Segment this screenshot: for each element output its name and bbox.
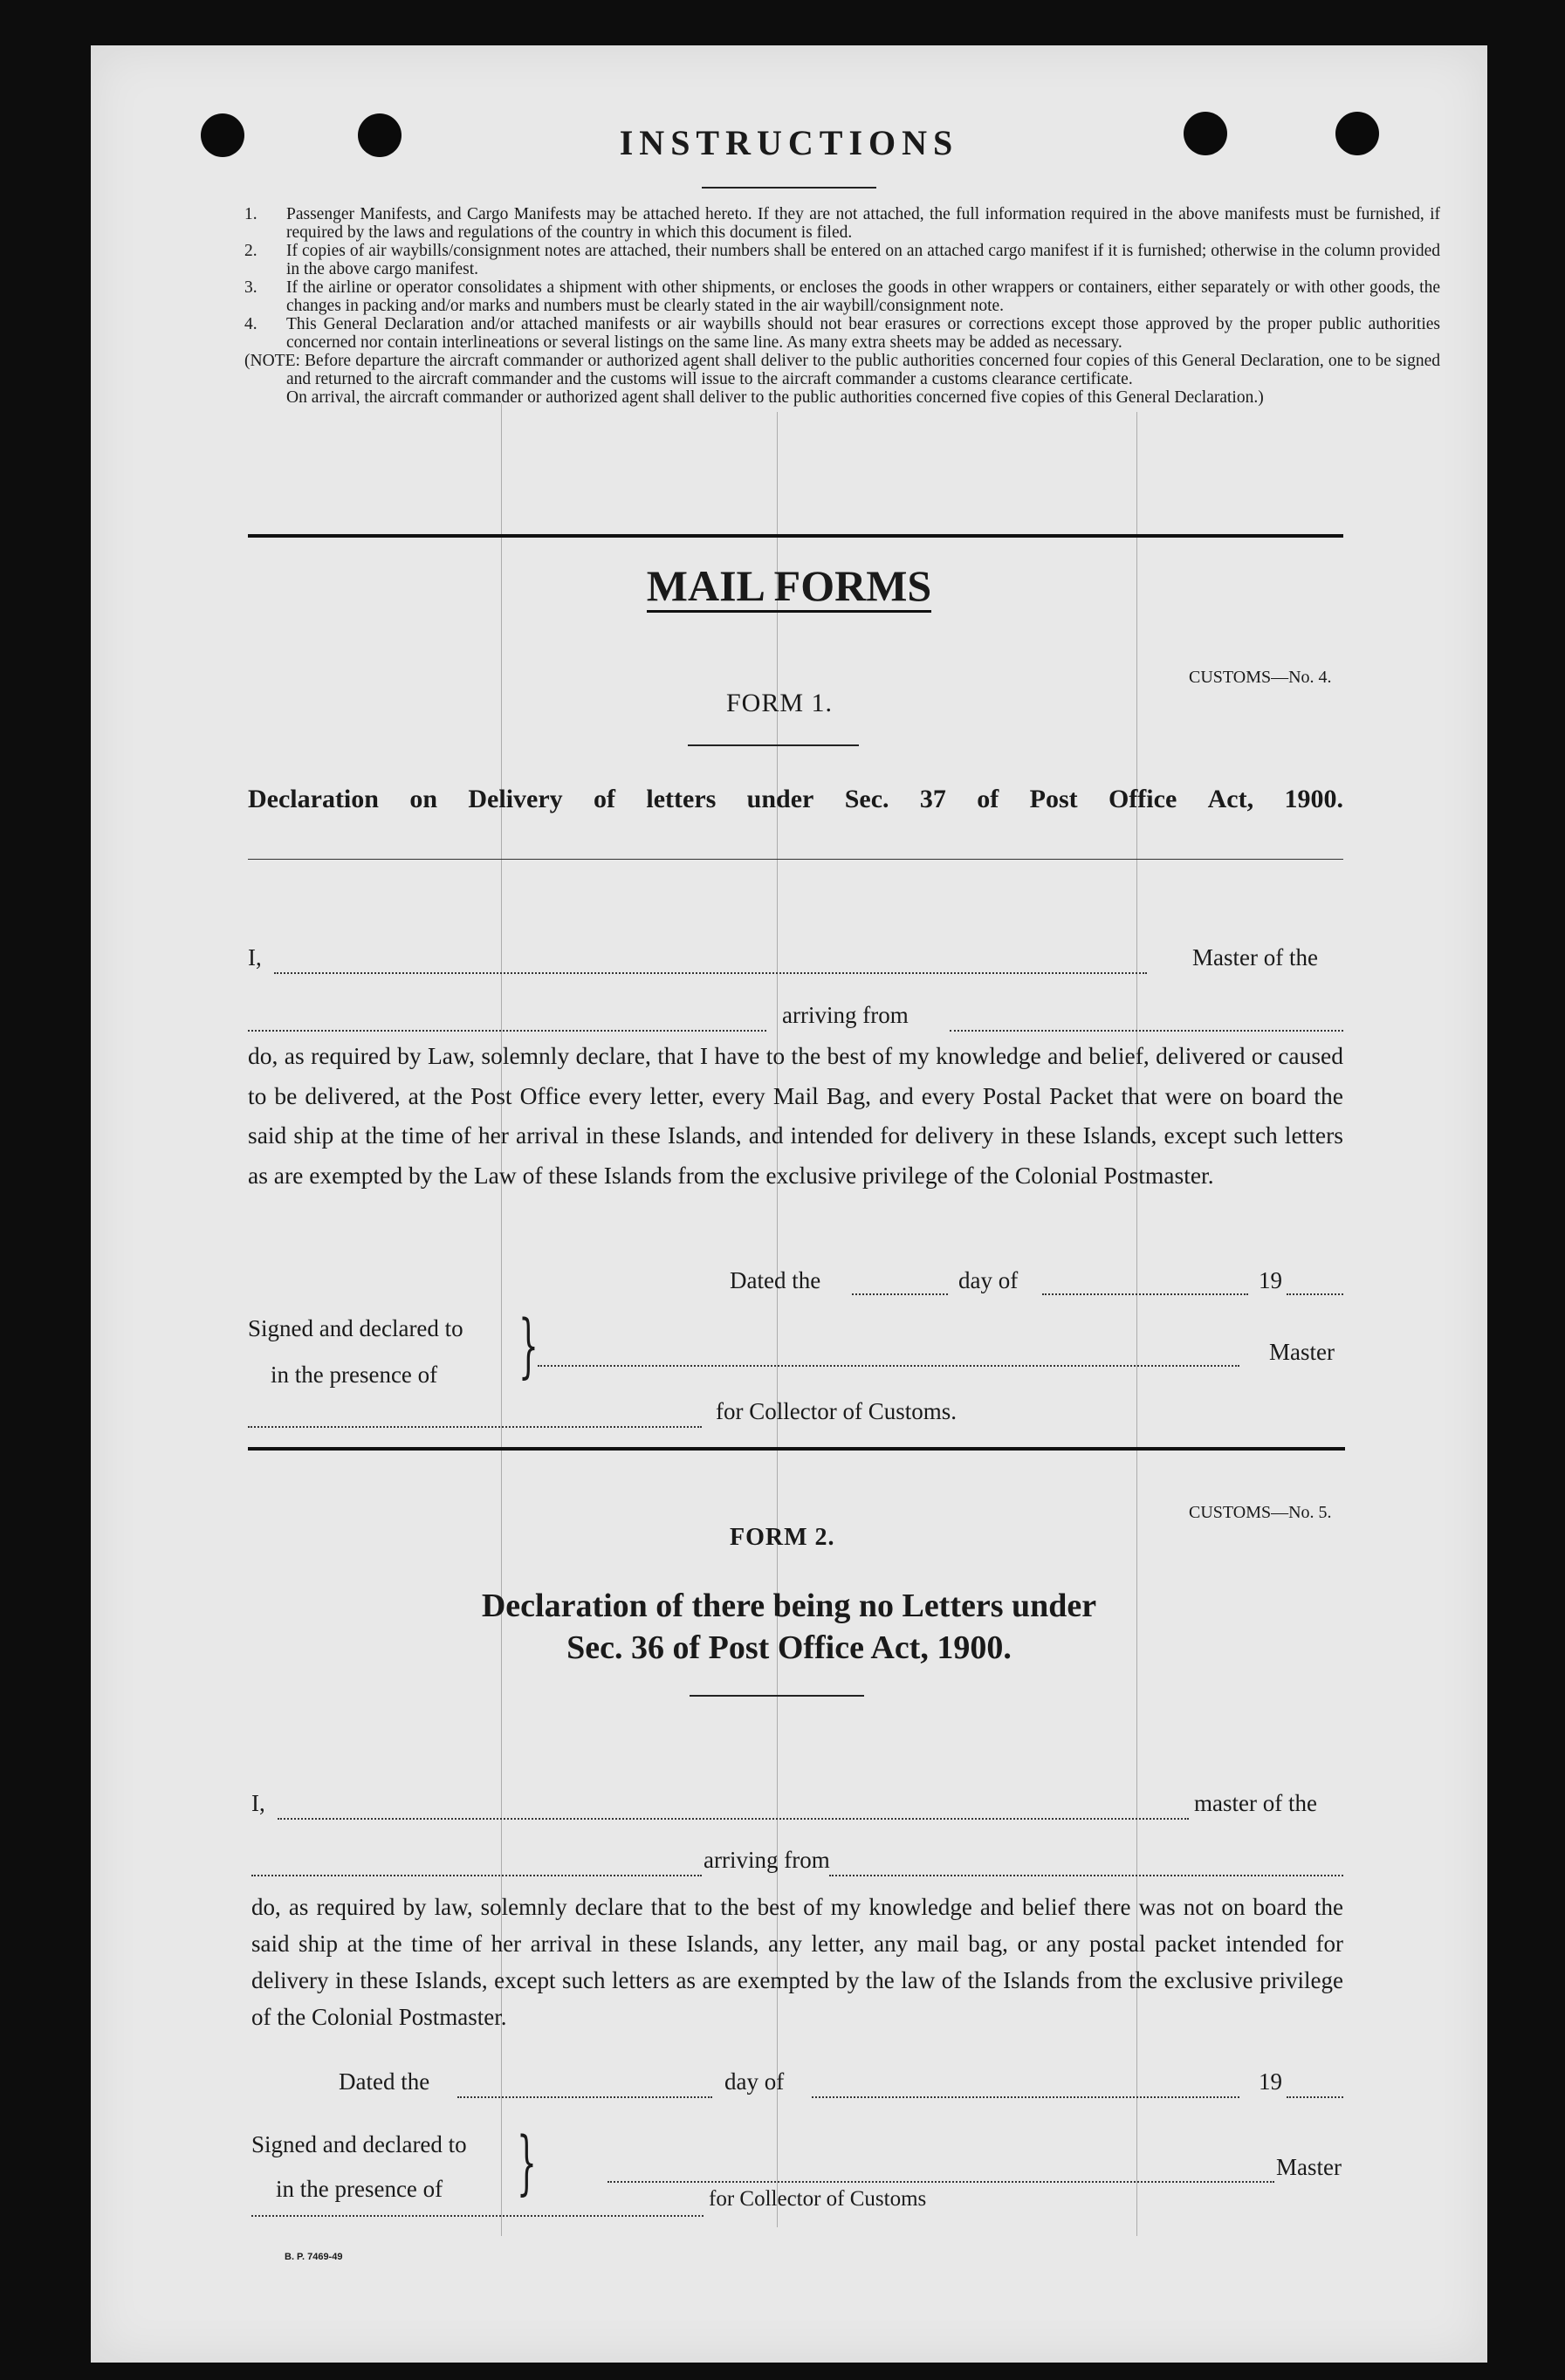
form1-label: FORM 1. bbox=[726, 689, 834, 717]
instruction-item bbox=[244, 242, 1440, 278]
form2-title-rule bbox=[690, 1695, 864, 1697]
mail-forms-title-text: MAIL FORMS bbox=[647, 561, 931, 613]
instructions-title: INSTRUCTIONS bbox=[619, 123, 959, 162]
form1-year-prefix: 19 bbox=[1259, 1267, 1282, 1293]
form-divider bbox=[248, 1447, 1345, 1451]
form1-i-label: I, bbox=[248, 944, 262, 971]
form1-title-word: Delivery bbox=[468, 785, 563, 813]
form2-collector-label: for Collector of Customs bbox=[709, 2187, 927, 2211]
form1-signed-declared: Signed and declared to bbox=[248, 1315, 463, 1341]
instruction-text: Passenger Manifests, and Cargo Manifests may be attached hereto. If they are not attached, the full information required in the above manifests must be furnished, if required by the laws and regulations of the country in which this document is filed. bbox=[286, 205, 1440, 242]
form1-brace: } bbox=[518, 1305, 539, 1386]
form2-label: FORM 2. bbox=[730, 1524, 835, 1551]
instruction-item bbox=[244, 278, 1440, 315]
form1-collector-label: for Collector of Customs. bbox=[716, 1398, 957, 1424]
print-code: B. P. 7469-49 bbox=[285, 2252, 343, 2262]
form1-title-word: 37 bbox=[919, 785, 946, 813]
instruction-number: 4. bbox=[244, 315, 257, 333]
form2-origin-field[interactable] bbox=[829, 1857, 1343, 1876]
instructions-list bbox=[244, 205, 1440, 407]
form1-title-word: of bbox=[977, 785, 999, 813]
instruction-text: If copies of air waybills/consignment notes are attached, their numbers shall be entered on an attached cargo manifest if it is furnished; otherwise in the column provided in the above cargo manifest. bbox=[286, 242, 1440, 278]
instructions-underline bbox=[702, 187, 876, 189]
form2-month-field[interactable] bbox=[812, 2079, 1239, 2098]
form1-title-word: Declaration bbox=[248, 785, 379, 813]
form1-month-field[interactable] bbox=[1042, 1276, 1248, 1295]
instructions-note bbox=[244, 352, 1440, 407]
instruction-number: 2. bbox=[244, 242, 257, 260]
form1-label-rule bbox=[688, 744, 859, 746]
document-page bbox=[91, 45, 1487, 2363]
form1-master-line bbox=[248, 944, 262, 971]
form1-title-word: Office bbox=[1108, 785, 1177, 813]
instruction-item bbox=[244, 205, 1440, 242]
form2-master-of-the: master of the bbox=[1194, 1790, 1317, 1816]
form2-date-field[interactable] bbox=[457, 2079, 712, 2098]
form1-title-rule bbox=[248, 859, 1343, 860]
form2-brace: } bbox=[516, 2122, 537, 2203]
form1-title-word: Sec. bbox=[844, 785, 889, 813]
mail-forms-title bbox=[91, 560, 1487, 611]
form2-title-line2: Sec. 36 of Post Office Act, 1900. bbox=[566, 1629, 1012, 1666]
form2-signed-declared: Signed and declared to bbox=[251, 2131, 467, 2157]
form2-signature-field[interactable] bbox=[607, 2164, 1274, 2183]
form2-ship-field[interactable] bbox=[251, 1857, 702, 1876]
form2-day-of: day of bbox=[724, 2068, 785, 2095]
form2-collector-line[interactable] bbox=[251, 2198, 704, 2217]
form1-title-word: on bbox=[409, 785, 438, 813]
form1-in-presence-of: in the presence of bbox=[271, 1361, 438, 1388]
form1-master-of-the: Master of the bbox=[1192, 944, 1318, 971]
form1-title-word: Act, bbox=[1207, 785, 1254, 813]
instruction-text: This General Declaration and/or attached manifests or air waybills should not bear erasures or corrections except those approved by the proper public authorities concerned nor contain interlineations or several listings on the same line. As many extra sheets may be added as necessary. bbox=[286, 315, 1440, 352]
form1-collector-field[interactable] bbox=[248, 1409, 702, 1428]
form1-master-label: Master bbox=[1269, 1339, 1335, 1365]
note-arrival: On arrival, the aircraft commander or authorized agent shall deliver to the public authorities concerned five copies of this General Declaration.) bbox=[286, 388, 1264, 407]
form1-ship-field[interactable] bbox=[248, 1012, 766, 1032]
form1-declaration-body: do, as required by Law, solemnly declare, that I have to the best of my knowledge and belief, delivered or caused to be delivered, at the Post Office every letter, every Mail Bag, and every Postal Packet that were on board the said ship at the time of her arrival in these Islands, and intended for delivery in these Islands, except such letters as are exempted by the Law of these Islands from the exclusive privilege of the Colonial Postmaster. bbox=[248, 1042, 1343, 1189]
form2-i-label: I, bbox=[251, 1790, 265, 1816]
form2-arriving-from: arriving from bbox=[704, 1847, 830, 1873]
form1-day-of: day of bbox=[958, 1267, 1019, 1293]
section-divider bbox=[248, 534, 1343, 538]
form1-master-name-field[interactable] bbox=[274, 955, 1147, 974]
note-departure: (NOTE: Before departure the aircraft commander or authorized agent shall deliver to the public authorities concerned four copies of this General Declaration, one to be signed and returned to the aircraft commander and the customs will issue to the aircraft commander a customs clearance certificate. bbox=[244, 352, 1440, 388]
form2-declaration-body: do, as required by law, solemnly declare that to the best of my knowledge and belief there was not on board the said ship at the time of her arrival in these Islands, any letter, any mail bag, or any postal packet intended for delivery in these Islands, except such letters as are exempted by the law of the Islands from the exclusive privilege of the Colonial Postmaster. bbox=[251, 1894, 1343, 2030]
form1-date-field[interactable] bbox=[852, 1276, 948, 1295]
form2-customs-number: CUSTOMS—No. 5. bbox=[1189, 1503, 1332, 1522]
form1-signature-field[interactable] bbox=[538, 1348, 1239, 1367]
instruction-item bbox=[244, 315, 1440, 352]
instruction-text: If the airline or operator consolidates a shipment with other shipments, or encloses the goods in other wrappers or containers, either separately or with other goods, the changes in packing and/or marks and numbers must be clearly stated in the air waybill/consignment note. bbox=[286, 278, 1440, 315]
form2-master-label: Master bbox=[1276, 2154, 1342, 2180]
form1-title-word: Post bbox=[1029, 785, 1078, 813]
form2-year-field[interactable] bbox=[1287, 2079, 1343, 2098]
form2-master-name-field[interactable] bbox=[278, 1800, 1189, 1820]
form1-title-word: of bbox=[594, 785, 616, 813]
form2-in-presence-of: in the presence of bbox=[276, 2176, 443, 2202]
instruction-number: 1. bbox=[244, 205, 257, 223]
instruction-number: 3. bbox=[244, 278, 257, 297]
form1-origin-field[interactable] bbox=[950, 1012, 1343, 1032]
form2-title bbox=[91, 1585, 1487, 1669]
form1-arriving-from: arriving from bbox=[782, 1002, 909, 1028]
form1-year-field[interactable] bbox=[1287, 1276, 1343, 1295]
form1-dated-the: Dated the bbox=[730, 1267, 821, 1293]
form2-year-prefix: 19 bbox=[1259, 2068, 1282, 2095]
form1-title bbox=[248, 785, 1343, 814]
form1-title-word: under bbox=[746, 785, 814, 813]
form1-title-word: letters bbox=[646, 785, 717, 813]
form1-title-word: 1900. bbox=[1284, 785, 1343, 813]
form2-dated-the: Dated the bbox=[339, 2068, 430, 2095]
form1-customs-number: CUSTOMS—No. 4. bbox=[1189, 668, 1332, 687]
form2-title-line1: Declaration of there being no Letters under bbox=[481, 1588, 1097, 1624]
